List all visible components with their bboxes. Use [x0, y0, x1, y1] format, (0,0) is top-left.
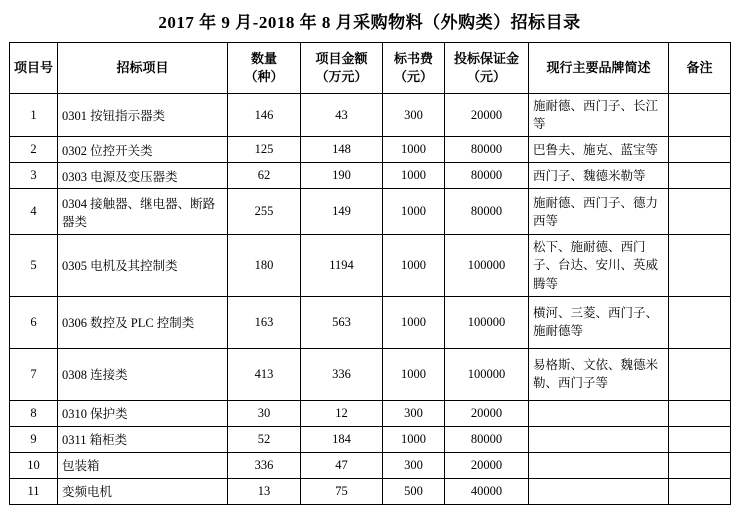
cell-project-name: 0310 保护类: [58, 400, 228, 426]
cell-project-name: 变频电机: [58, 478, 228, 504]
column-header-quantity: [228, 43, 301, 94]
column-header-line2: （元）: [466, 69, 506, 84]
cell-project-name: 0303 电源及变压器类: [58, 163, 228, 189]
cell-amount: 149: [301, 189, 383, 235]
cell-project-name: 包装箱: [58, 452, 228, 478]
cell-quantity: 125: [228, 137, 301, 163]
table-row: [10, 452, 731, 478]
column-header-line2: （元）: [393, 69, 433, 84]
table-row: [10, 296, 731, 348]
cell-document-fee: 1000: [383, 296, 445, 348]
cell-bid-bond: 100000: [445, 235, 529, 296]
cell-project-id: 10: [10, 452, 58, 478]
cell-document-fee: 1000: [383, 163, 445, 189]
cell-document-fee: 1000: [383, 348, 445, 400]
cell-amount: 148: [301, 137, 383, 163]
cell-brands: 横河、三菱、西门子、施耐德等: [529, 296, 669, 348]
cell-amount: 190: [301, 163, 383, 189]
cell-project-id: 9: [10, 426, 58, 452]
cell-document-fee: 500: [383, 478, 445, 504]
cell-quantity: 413: [228, 348, 301, 400]
cell-project-id: 2: [10, 137, 58, 163]
page-title: 2017 年 9 月-2018 年 8 月采购物料（外购类）招标目录: [158, 13, 581, 32]
cell-remarks: [669, 400, 731, 426]
cell-bid-bond: 80000: [445, 163, 529, 189]
column-header-remarks: [669, 43, 731, 94]
cell-project-name: 0301 按钮指示器类: [58, 94, 228, 137]
cell-brands: 西门子、魏德米勒等: [529, 163, 669, 189]
table-row: [10, 189, 731, 235]
cell-project-id: 11: [10, 478, 58, 504]
cell-remarks: [669, 296, 731, 348]
cell-bid-bond: 100000: [445, 296, 529, 348]
table-row: [10, 163, 731, 189]
cell-brands: [529, 452, 669, 478]
cell-remarks: [669, 235, 731, 296]
cell-remarks: [669, 189, 731, 235]
column-header-line1: 标书费: [393, 51, 433, 67]
column-header-brands: [529, 43, 669, 94]
cell-bid-bond: 40000: [445, 478, 529, 504]
cell-amount: 336: [301, 348, 383, 400]
cell-document-fee: 300: [383, 452, 445, 478]
table-row: [10, 137, 731, 163]
column-header-line1: 数量: [250, 51, 277, 67]
cell-project-name: 0305 电机及其控制类: [58, 235, 228, 296]
cell-document-fee: 300: [383, 94, 445, 137]
column-header-line1: 投标保证金: [453, 51, 519, 67]
column-header-line1: 现行主要品牌简述: [546, 60, 651, 76]
cell-project-id: 5: [10, 235, 58, 296]
cell-quantity: 30: [228, 400, 301, 426]
cell-project-id: 3: [10, 163, 58, 189]
table-row: [10, 426, 731, 452]
cell-document-fee: 1000: [383, 189, 445, 235]
cell-amount: 12: [301, 400, 383, 426]
column-header-project-id: [10, 43, 58, 94]
cell-project-id: 6: [10, 296, 58, 348]
cell-bid-bond: 20000: [445, 400, 529, 426]
cell-amount: 563: [301, 296, 383, 348]
cell-project-name: 0306 数控及 PLC 控制类: [58, 296, 228, 348]
cell-remarks: [669, 163, 731, 189]
cell-amount: 184: [301, 426, 383, 452]
cell-quantity: 62: [228, 163, 301, 189]
table-row: [10, 400, 731, 426]
cell-quantity: 13: [228, 478, 301, 504]
column-header-amount: [301, 43, 383, 94]
column-header-line2: （万元）: [315, 69, 368, 84]
cell-project-id: 7: [10, 348, 58, 400]
cell-project-id: 1: [10, 94, 58, 137]
cell-brands: [529, 478, 669, 504]
cell-document-fee: 1000: [383, 426, 445, 452]
table-row: [10, 478, 731, 504]
cell-amount: 47: [301, 452, 383, 478]
cell-brands: 施耐德、西门子、德力西等: [529, 189, 669, 235]
cell-brands: 松下、施耐德、西门子、台达、安川、英威腾等: [529, 235, 669, 296]
cell-bid-bond: 80000: [445, 426, 529, 452]
cell-quantity: 163: [228, 296, 301, 348]
cell-brands: [529, 400, 669, 426]
cell-remarks: [669, 94, 731, 137]
column-header-line1: 项目号: [14, 60, 54, 76]
cell-amount: 1194: [301, 235, 383, 296]
column-header-document-fee: [383, 43, 445, 94]
column-header-bid-bond: [445, 43, 529, 94]
cell-bid-bond: 80000: [445, 137, 529, 163]
cell-quantity: 180: [228, 235, 301, 296]
cell-project-name: 0311 箱柜类: [58, 426, 228, 452]
cell-bid-bond: 80000: [445, 189, 529, 235]
cell-project-name: 0304 接触器、继电器、断路器类: [58, 189, 228, 235]
column-header-line1: 备注: [686, 60, 713, 76]
cell-project-name: 0308 连接类: [58, 348, 228, 400]
cell-remarks: [669, 348, 731, 400]
cell-brands: 巴鲁夫、施克、蓝宝等: [529, 137, 669, 163]
cell-amount: 75: [301, 478, 383, 504]
cell-remarks: [669, 137, 731, 163]
cell-quantity: 255: [228, 189, 301, 235]
tender-catalog-table: [9, 42, 731, 505]
column-header-line1: 项目金额: [315, 51, 368, 67]
cell-remarks: [669, 478, 731, 504]
cell-quantity: 146: [228, 94, 301, 137]
table-row: [10, 94, 731, 137]
column-header-line1: 招标项目: [116, 60, 169, 76]
cell-brands: 易格斯、文依、魏德米勒、西门子等: [529, 348, 669, 400]
cell-brands: [529, 426, 669, 452]
cell-project-id: 4: [10, 189, 58, 235]
cell-quantity: 52: [228, 426, 301, 452]
cell-brands: 施耐德、西门子、长江等: [529, 94, 669, 137]
table-row: [10, 348, 731, 400]
cell-remarks: [669, 426, 731, 452]
column-header-project-name: [58, 43, 228, 94]
table-header-row: [10, 43, 731, 94]
column-header-line2: （种）: [244, 69, 284, 84]
cell-document-fee: 300: [383, 400, 445, 426]
cell-amount: 43: [301, 94, 383, 137]
cell-project-id: 8: [10, 400, 58, 426]
table-row: [10, 235, 731, 296]
cell-bid-bond: 20000: [445, 452, 529, 478]
cell-project-name: 0302 位控开关类: [58, 137, 228, 163]
cell-quantity: 336: [228, 452, 301, 478]
cell-remarks: [669, 452, 731, 478]
cell-document-fee: 1000: [383, 235, 445, 296]
cell-bid-bond: 100000: [445, 348, 529, 400]
cell-bid-bond: 20000: [445, 94, 529, 137]
cell-document-fee: 1000: [383, 137, 445, 163]
